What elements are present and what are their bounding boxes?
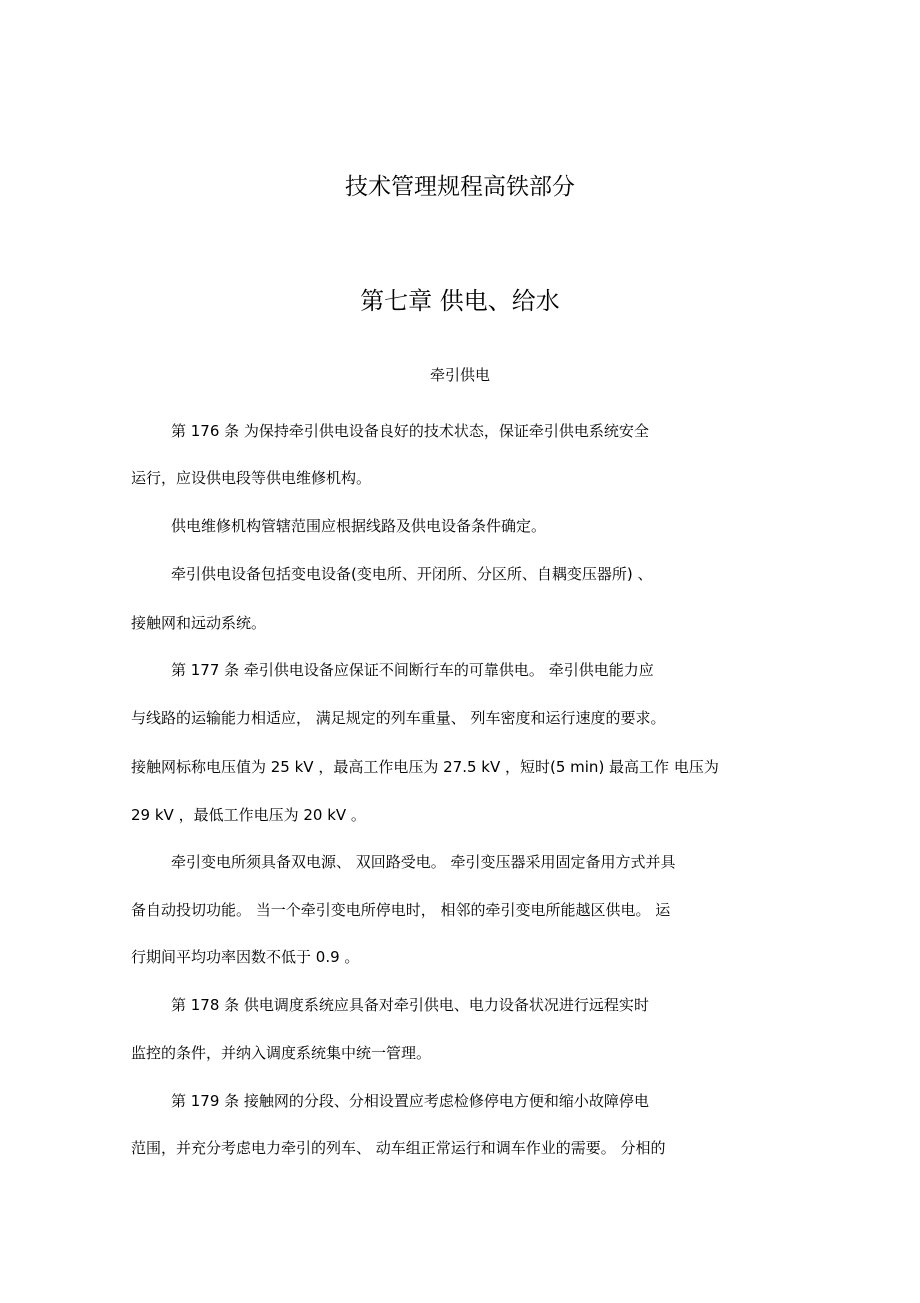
article-176-line-1: 第 176 条 为保持牵引供电设备良好的技术状态，保证牵引供电系统安全: [171, 422, 649, 440]
article-176-line-2: 运行，应设供电段等供电维修机构。: [131, 469, 372, 487]
article-177-line-4: 29 kV ，最低工作电压为 20 kV 。: [131, 806, 366, 824]
article-178-line-2: 监控的条件，并纳入调度系统集中统一管理。: [131, 1044, 432, 1062]
chapter-title: 第七章 供电、给水: [360, 287, 560, 315]
paragraph-equipment-line-1: 牵引供电设备包括变电设备(变电所、开闭所、分区所、自耦变压器所) 、: [171, 565, 653, 583]
article-177-line-2: 与线路的运输能力相适应， 满足规定的列车重量、 列车密度和运行速度的要求。: [131, 709, 666, 727]
article-177-line-3: 接触网标称电压值为 25 kV ，最高工作电压为 27.5 kV ，短时(5 min) 最高工作 电压为: [131, 758, 719, 776]
section-title: 牵引供电: [429, 366, 490, 384]
paragraph-substation-line-2: 备自动投切功能。 当一个牵引变电所停电时， 相邻的牵引变电所能越区供电。 运: [131, 901, 671, 919]
paragraph-equipment-line-2: 接触网和远动系统。: [131, 614, 267, 632]
paragraph-substation-line-1: 牵引变电所须具备双电源、 双回路受电。 牵引变压器采用固定备用方式并具: [171, 853, 676, 871]
article-178-line-1: 第 178 条 供电调度系统应具备对牵引供电、电力设备状况进行远程实时: [171, 996, 649, 1014]
article-179-line-1: 第 179 条 接触网的分段、分相设置应考虑检修停电方便和缩小故障停电: [171, 1092, 649, 1110]
paragraph-substation-line-3: 行期间平均功率因数不低于 0.9 。: [131, 948, 360, 966]
document-title: 技术管理规程高铁部分: [345, 174, 575, 200]
paragraph-maintenance-scope: 供电维修机构管辖范围应根据线路及供电设备条件确定。: [171, 517, 547, 535]
article-177-line-1: 第 177 条 牵引供电设备应保证不间断行车的可靠供电。 牵引供电能力应: [171, 661, 654, 679]
article-179-line-2: 范围，并充分考虑电力牵引的列车、 动车组正常运行和调车作业的需要。 分相的: [131, 1139, 666, 1157]
